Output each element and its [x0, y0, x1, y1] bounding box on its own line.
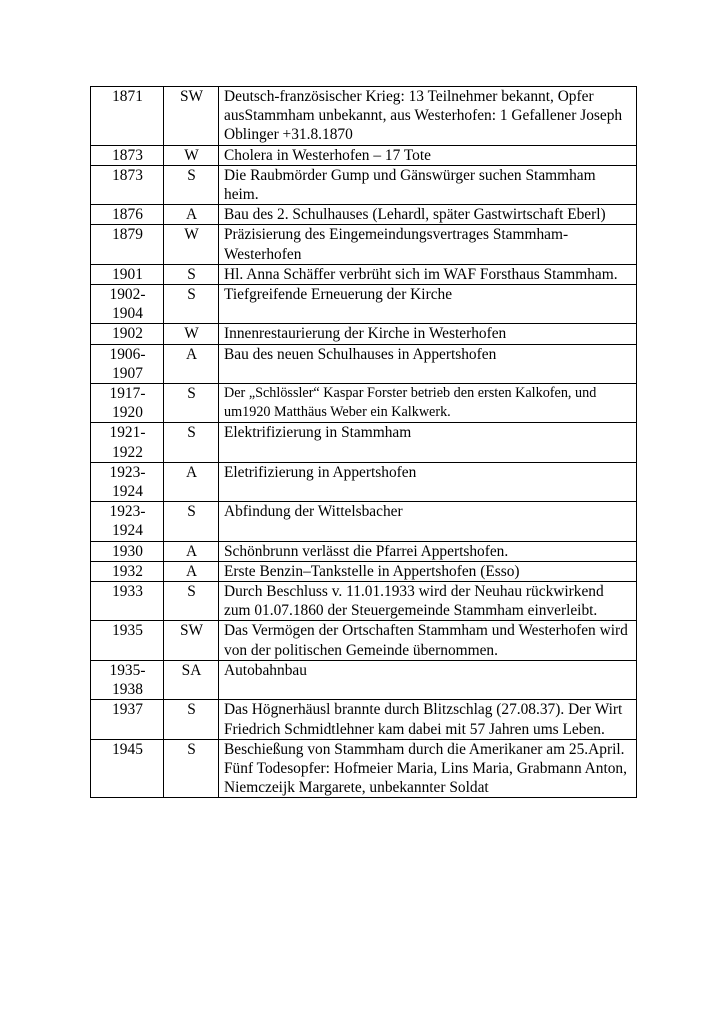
year-cell: 1935-1938 — [91, 660, 164, 699]
place-cell: S — [164, 700, 219, 739]
table-row — [91, 384, 637, 423]
year-cell: 1921-1922 — [91, 423, 164, 462]
place-cell: S — [164, 384, 219, 423]
table-row — [91, 264, 637, 284]
place-cell: S — [164, 582, 219, 621]
event-cell: Beschießung von Stammham durch die Amerikaner am 25.April. Fünf Todesopfer: Hofmeier Maria, Lins Maria, Grabmann Anton, Niemczeijk Margarete, unbekannter Soldat — [219, 739, 637, 798]
table-row — [91, 621, 637, 660]
place-cell: A — [164, 344, 219, 383]
place-cell: S — [164, 165, 219, 204]
place-cell: A — [164, 205, 219, 225]
table-row — [91, 502, 637, 541]
year-cell: 1923-1924 — [91, 502, 164, 541]
event-cell: Eletrifizierung in Appertshofen — [219, 462, 637, 501]
table-row — [91, 285, 637, 324]
event-cell: Elektrifizierung in Stammham — [219, 423, 637, 462]
event-cell: Das Högnerhäusl brannte durch Blitzschlag (27.08.37). Der Wirt Friedrich Schmidtlehner kam dabei mit 57 Jahren ums Leben. — [219, 700, 637, 739]
year-cell: 1873 — [91, 165, 164, 204]
table-row — [91, 205, 637, 225]
event-cell: Hl. Anna Schäffer verbrüht sich im WAF Forsthaus Stammham. — [219, 264, 637, 284]
event-cell: Präzisierung des Eingemeindungsvertrages Stammham-Westerhofen — [219, 225, 637, 264]
year-cell: 1923-1924 — [91, 462, 164, 501]
event-cell: Innenrestaurierung der Kirche in Westerhofen — [219, 324, 637, 344]
event-cell: Bau des 2. Schulhauses (Lehardl, später Gastwirtschaft Eberl) — [219, 205, 637, 225]
event-cell: Cholera in Westerhofen – 17 Tote — [219, 145, 637, 165]
table-row — [91, 700, 637, 739]
year-cell: 1871 — [91, 87, 164, 146]
place-cell: S — [164, 502, 219, 541]
event-cell: Abfindung der Wittelsbacher — [219, 502, 637, 541]
year-cell: 1937 — [91, 700, 164, 739]
chronicle-table-body — [91, 87, 637, 798]
year-cell: 1932 — [91, 561, 164, 581]
year-cell: 1930 — [91, 541, 164, 561]
table-row — [91, 561, 637, 581]
event-cell: Autobahnbau — [219, 660, 637, 699]
table-row — [91, 660, 637, 699]
year-cell: 1902-1904 — [91, 285, 164, 324]
year-cell: 1876 — [91, 205, 164, 225]
place-cell: S — [164, 264, 219, 284]
table-row — [91, 324, 637, 344]
place-cell: A — [164, 541, 219, 561]
place-cell: W — [164, 324, 219, 344]
place-cell: S — [164, 423, 219, 462]
place-cell: SW — [164, 621, 219, 660]
event-cell: Das Vermögen der Ortschaften Stammham und Westerhofen wird von der politischen Gemeinde übernommen. — [219, 621, 637, 660]
place-cell: A — [164, 462, 219, 501]
year-cell: 1945 — [91, 739, 164, 798]
event-cell: Erste Benzin–Tankstelle in Appertshofen (Esso) — [219, 561, 637, 581]
event-cell: Durch Beschluss v. 11.01.1933 wird der Neuhau rückwirkend zum 01.07.1860 der Steuergemeinde Stammham einverleibt. — [219, 582, 637, 621]
table-row — [91, 423, 637, 462]
place-cell: A — [164, 561, 219, 581]
year-cell: 1933 — [91, 582, 164, 621]
place-cell: SW — [164, 87, 219, 146]
table-row — [91, 165, 637, 204]
place-cell: SA — [164, 660, 219, 699]
table-row — [91, 582, 637, 621]
table-row — [91, 145, 637, 165]
place-cell: S — [164, 739, 219, 798]
place-cell: W — [164, 225, 219, 264]
place-cell: W — [164, 145, 219, 165]
event-cell: Bau des neuen Schulhauses in Appertshofen — [219, 344, 637, 383]
event-cell: Deutsch-französischer Krieg: 13 Teilnehmer bekannt, Opfer ausStammham unbekannt, aus Westerhofen: 1 Gefallener Joseph Oblinger +31.8.1870 — [219, 87, 637, 146]
chronicle-table — [90, 86, 637, 798]
table-row — [91, 541, 637, 561]
table-row — [91, 344, 637, 383]
event-cell: Tiefgreifende Erneuerung der Kirche — [219, 285, 637, 324]
place-cell: S — [164, 285, 219, 324]
year-cell: 1901 — [91, 264, 164, 284]
year-cell: 1873 — [91, 145, 164, 165]
year-cell: 1917-1920 — [91, 384, 164, 423]
table-row — [91, 462, 637, 501]
table-row — [91, 739, 637, 798]
event-cell: Die Raubmörder Gump und Gänswürger suchen Stammham heim. — [219, 165, 637, 204]
event-cell: Der „Schlössler“ Kaspar Forster betrieb den ersten Kalkofen, und um1920 Matthäus Weber ein Kalkwerk. — [219, 384, 637, 423]
year-cell: 1906-1907 — [91, 344, 164, 383]
table-row — [91, 225, 637, 264]
event-cell: Schönbrunn verlässt die Pfarrei Appertshofen. — [219, 541, 637, 561]
year-cell: 1879 — [91, 225, 164, 264]
year-cell: 1902 — [91, 324, 164, 344]
year-cell: 1935 — [91, 621, 164, 660]
table-row — [91, 87, 637, 146]
